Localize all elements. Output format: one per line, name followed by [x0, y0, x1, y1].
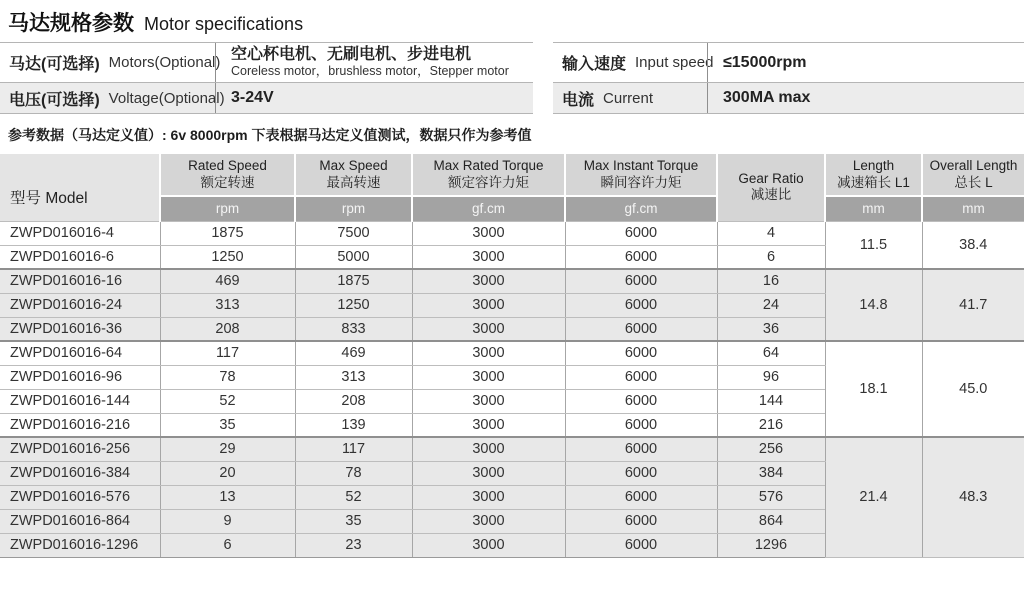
overall-length-header: Overall Length 总长 L [922, 154, 1024, 196]
max-rated-torque-cell: 3000 [412, 437, 565, 461]
gear-ratio-cell: 144 [717, 389, 825, 413]
rated-speed-cell: 9 [160, 509, 295, 533]
rated-speed-unit: rpm [160, 196, 295, 221]
max-instant-torque-cell: 6000 [565, 389, 717, 413]
model-cell: ZWPD016016-6 [0, 245, 160, 269]
max-instant-torque-cell: 6000 [565, 269, 717, 293]
max-rated-torque-cell: 3000 [412, 221, 565, 245]
max-instant-torque-cell: 6000 [565, 341, 717, 365]
rated-speed-header: Rated Speed 额定转速 [160, 154, 295, 196]
rated-speed-cell: 208 [160, 317, 295, 341]
max-rated-torque-cell: 3000 [412, 269, 565, 293]
rated-speed-cell: 20 [160, 461, 295, 485]
motors-label-en: Motors(Optional) [108, 54, 221, 71]
gear-ratio-cell: 36 [717, 317, 825, 341]
overall-length-cell: 38.4 [922, 221, 1024, 269]
model-cell: ZWPD016016-24 [0, 293, 160, 317]
model-cell: ZWPD016016-96 [0, 365, 160, 389]
model-cell: ZWPD016016-216 [0, 413, 160, 437]
max-speed-cell: 7500 [295, 221, 412, 245]
current-row [553, 83, 1024, 114]
max-speed-cell: 139 [295, 413, 412, 437]
current-label [553, 83, 707, 113]
overall-length-cell: 48.3 [922, 437, 1024, 557]
max-rated-torque-cell: 3000 [412, 509, 565, 533]
input-speed-label [553, 43, 714, 82]
gear-ratio-cell: 384 [717, 461, 825, 485]
rated-speed-cell: 78 [160, 365, 295, 389]
table-row [0, 221, 1024, 245]
voltage-optional-label [0, 83, 225, 113]
max-speed-cell: 469 [295, 341, 412, 365]
model-cell: ZWPD016016-16 [0, 269, 160, 293]
length-l1-cell: 18.1 [825, 341, 922, 437]
overall-length-cell: 45.0 [922, 341, 1024, 437]
max-rated-torque-cell: 3000 [412, 365, 565, 389]
length-l1-cell: 14.8 [825, 269, 922, 341]
current-value-cell [707, 83, 1024, 113]
max-rated-torque-header: Max Rated Torque 额定容许力矩 [412, 154, 565, 196]
table-row [0, 269, 1024, 293]
voltage-label-en: Voltage(Optional) [108, 89, 225, 107]
model-cell: ZWPD016016-4 [0, 221, 160, 245]
input-speed-row [553, 43, 1024, 83]
max-rated-torque-cell: 3000 [412, 413, 565, 437]
max-rated-torque-cell: 3000 [412, 461, 565, 485]
model-cell: ZWPD016016-36 [0, 317, 160, 341]
table-row [0, 437, 1024, 461]
max-instant-torque-cell: 6000 [565, 485, 717, 509]
table-row [0, 341, 1024, 365]
max-instant-torque-cell: 6000 [565, 293, 717, 317]
gear-ratio-cell: 64 [717, 341, 825, 365]
input-speed-value: ≤15000rpm [723, 53, 807, 71]
max-instant-torque-unit: gf.cm [565, 196, 717, 221]
current-label-zh: 电流 [562, 91, 595, 109]
max-speed-cell: 313 [295, 365, 412, 389]
input-speed-value-cell [707, 43, 1024, 82]
rated-speed-cell: 35 [160, 413, 295, 437]
gear-ratio-cell: 24 [717, 293, 825, 317]
rated-speed-cell: 13 [160, 485, 295, 509]
current-value: 300MA max [723, 89, 811, 107]
model-cell: ZWPD016016-64 [0, 341, 160, 365]
rated-speed-cell: 1875 [160, 221, 295, 245]
max-speed-cell: 833 [295, 317, 412, 341]
max-instant-torque-cell: 6000 [565, 245, 717, 269]
max-speed-cell: 117 [295, 437, 412, 461]
length-l1-header: Length 减速箱长 L1 [825, 154, 922, 196]
max-rated-torque-cell: 3000 [412, 389, 565, 413]
max-rated-torque-unit: gf.cm [412, 196, 565, 221]
motors-optional-row [0, 43, 533, 83]
gear-ratio-cell: 1296 [717, 533, 825, 557]
length-l1-cell: 21.4 [825, 437, 922, 557]
gear-ratio-cell: 256 [717, 437, 825, 461]
rated-speed-cell: 117 [160, 341, 295, 365]
max-rated-torque-cell: 3000 [412, 341, 565, 365]
max-speed-cell: 1250 [295, 293, 412, 317]
rated-speed-cell: 313 [160, 293, 295, 317]
rated-speed-cell: 6 [160, 533, 295, 557]
model-cell: ZWPD016016-864 [0, 509, 160, 533]
voltage-label-zh: 电压(可选择) [9, 91, 100, 109]
max-speed-cell: 1875 [295, 269, 412, 293]
max-speed-cell: 52 [295, 485, 412, 509]
max-instant-torque-cell: 6000 [565, 509, 717, 533]
max-instant-torque-cell: 6000 [565, 437, 717, 461]
max-rated-torque-cell: 3000 [412, 533, 565, 557]
max-instant-torque-cell: 6000 [565, 413, 717, 437]
max-instant-torque-cell: 6000 [565, 461, 717, 485]
voltage-optional-value [215, 83, 533, 113]
model-cell: ZWPD016016-1296 [0, 533, 160, 557]
voltage-value: 3-24V [231, 89, 274, 107]
model-cell: ZWPD016016-384 [0, 461, 160, 485]
length-l1-cell: 11.5 [825, 221, 922, 269]
page-title [0, 0, 1024, 42]
max-speed-header: Max Speed 最高转速 [295, 154, 412, 196]
motors-value-en: Coreless motor，brushless motor，Stepper motor [231, 63, 509, 78]
max-rated-torque-cell: 3000 [412, 317, 565, 341]
spec-table-body [0, 221, 1024, 557]
current-label-en: Current [603, 89, 654, 107]
input-speed-label-en: Input speed [635, 54, 714, 71]
max-instant-torque-cell: 6000 [565, 365, 717, 389]
rated-speed-cell: 1250 [160, 245, 295, 269]
gear-ratio-cell: 16 [717, 269, 825, 293]
max-speed-cell: 208 [295, 389, 412, 413]
max-speed-cell: 35 [295, 509, 412, 533]
max-instant-torque-cell: 6000 [565, 533, 717, 557]
model-column-header [0, 154, 160, 221]
max-instant-torque-cell: 6000 [565, 221, 717, 245]
motor-voltage-table [0, 42, 533, 114]
max-rated-torque-cell: 3000 [412, 485, 565, 509]
length-l1-unit: mm [825, 196, 922, 221]
model-cell: ZWPD016016-256 [0, 437, 160, 461]
gear-ratio-cell: 4 [717, 221, 825, 245]
model-header-en: Model [45, 189, 88, 207]
rated-speed-cell: 469 [160, 269, 295, 293]
max-speed-unit: rpm [295, 196, 412, 221]
max-speed-cell: 78 [295, 461, 412, 485]
top-spec-tables [0, 42, 1024, 114]
motor-spec-table [0, 154, 1024, 558]
max-speed-cell: 23 [295, 533, 412, 557]
page-title-zh: 马达规格参数 [8, 12, 134, 35]
gear-ratio-cell: 96 [717, 365, 825, 389]
overall-length-cell: 41.7 [922, 269, 1024, 341]
speed-current-table [553, 42, 1024, 114]
gear-ratio-cell: 6 [717, 245, 825, 269]
gear-ratio-cell: 864 [717, 509, 825, 533]
max-rated-torque-cell: 3000 [412, 293, 565, 317]
gear-ratio-header: Gear Ratio 减速比 [717, 154, 825, 221]
max-instant-torque-header: Max Instant Torque 瞬间容许力矩 [565, 154, 717, 196]
input-speed-label-zh: 输入速度 [562, 56, 627, 73]
overall-length-unit: mm [922, 196, 1024, 221]
max-instant-torque-cell: 6000 [565, 317, 717, 341]
rated-speed-cell: 29 [160, 437, 295, 461]
model-header-zh: 型号 [10, 189, 42, 207]
motors-optional-value [215, 43, 533, 82]
reference-note: 参考数据（马达定义值）: 6v 8000rpm 下表根据马达定义值测试，数据只作为参考值 [8, 127, 532, 143]
rated-speed-cell: 52 [160, 389, 295, 413]
gear-ratio-cell: 216 [717, 413, 825, 437]
motors-value-zh: 空心杯电机、无刷电机、步进电机 [231, 46, 472, 64]
page-title-en: Motor specifications [144, 14, 304, 34]
model-cell: ZWPD016016-144 [0, 389, 160, 413]
gear-ratio-cell: 576 [717, 485, 825, 509]
voltage-optional-row [0, 83, 533, 114]
max-speed-cell: 5000 [295, 245, 412, 269]
motors-optional-label [0, 43, 221, 82]
max-rated-torque-cell: 3000 [412, 245, 565, 269]
motors-label-zh: 马达(可选择) [9, 56, 100, 73]
spec-table-header [0, 154, 1024, 221]
model-cell: ZWPD016016-576 [0, 485, 160, 509]
